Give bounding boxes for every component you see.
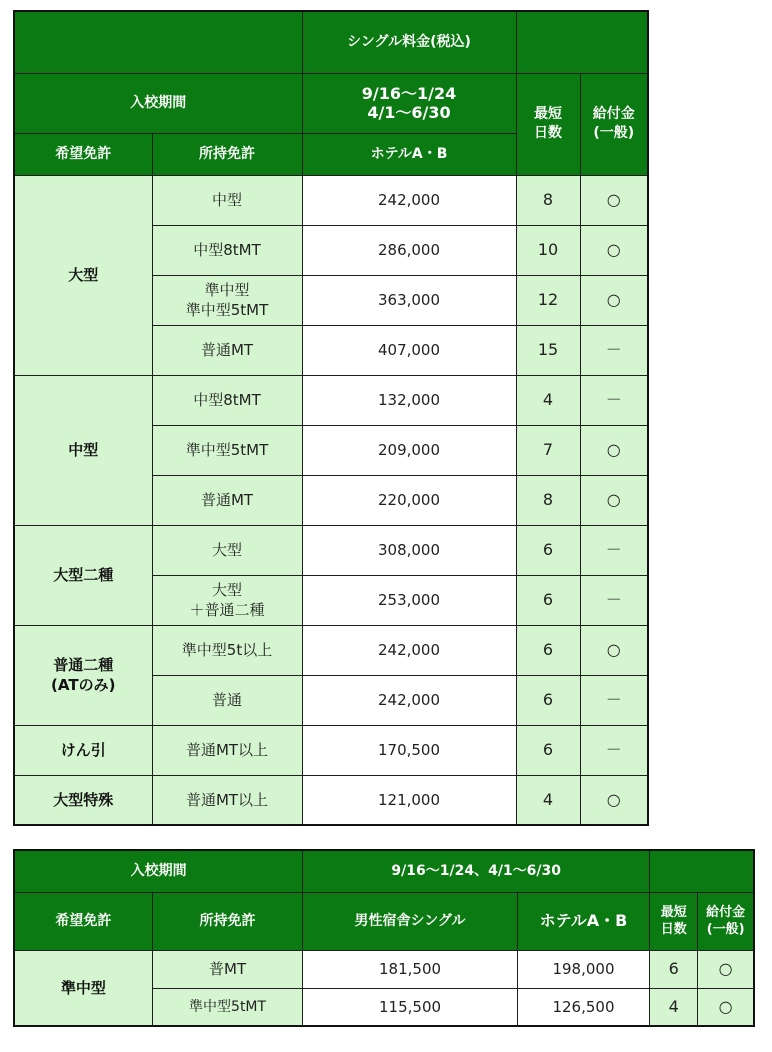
- price-cell: 253,000: [302, 575, 516, 625]
- price-table-main: [13, 10, 649, 826]
- subsidy-mark: －: [580, 725, 648, 775]
- t2-desired-license: 準中型: [14, 950, 152, 1026]
- t2-held-license: 準中型5tMT: [152, 988, 302, 1026]
- min-days: 6: [516, 625, 580, 675]
- header-subsidy: 給付金 (一般): [580, 73, 648, 175]
- t2-subsidy-mark: ○: [698, 988, 754, 1026]
- header-blank-right: [516, 11, 648, 73]
- subsidy-mark: ○: [580, 775, 648, 825]
- subsidy-mark: ○: [580, 625, 648, 675]
- held-license: 準中型5t以上: [152, 625, 302, 675]
- held-license: 準中型 準中型5tMT: [152, 275, 302, 325]
- held-license: 中型: [152, 175, 302, 225]
- table-row: [14, 525, 648, 575]
- desired-license: 中型: [14, 375, 152, 525]
- t2-min-days: 6: [650, 950, 698, 988]
- header-hotel: ホテルA・B: [302, 133, 516, 175]
- price-cell: 220,000: [302, 475, 516, 525]
- price-cell: 363,000: [302, 275, 516, 325]
- desired-license: 大型二種: [14, 525, 152, 625]
- price-table-semi-medium: [13, 849, 755, 1027]
- t2-held-license: 普MT: [152, 950, 302, 988]
- t2-header-min-days: 最短 日数: [650, 892, 698, 950]
- price-cell: 286,000: [302, 225, 516, 275]
- price-cell: 170,500: [302, 725, 516, 775]
- table-row: [14, 625, 648, 675]
- table-row: [14, 375, 648, 425]
- min-days: 10: [516, 225, 580, 275]
- min-days: 12: [516, 275, 580, 325]
- subsidy-mark: ○: [580, 425, 648, 475]
- held-license: 普通MT以上: [152, 725, 302, 775]
- subsidy-mark: －: [580, 375, 648, 425]
- min-days: 6: [516, 575, 580, 625]
- desired-license: けん引: [14, 725, 152, 775]
- price-cell: 121,000: [302, 775, 516, 825]
- t2-hotel-price: 126,500: [517, 988, 649, 1026]
- subsidy-mark: －: [580, 675, 648, 725]
- held-license: 普通MT以上: [152, 775, 302, 825]
- table-row: [14, 775, 648, 825]
- header-period-label: 入校期間: [14, 73, 302, 133]
- min-days: 7: [516, 425, 580, 475]
- t2-dorm-price: 115,500: [303, 988, 518, 1026]
- subsidy-mark: －: [580, 325, 648, 375]
- held-license: 中型8tMT: [152, 375, 302, 425]
- t2-header-subsidy: 給付金 (一般): [698, 892, 754, 950]
- min-days: 6: [516, 675, 580, 725]
- header-min-days: 最短 日数: [516, 73, 580, 175]
- t2-header-period-value: 9/16～1/24、4/1～6/30: [303, 850, 650, 892]
- subsidy-mark: ○: [580, 475, 648, 525]
- min-days: 6: [516, 725, 580, 775]
- t2-header-period-label: 入校期間: [14, 850, 303, 892]
- header-period-value: 9/16～1/24 4/1～6/30: [302, 73, 516, 133]
- price-cell: 209,000: [302, 425, 516, 475]
- header-blank: [14, 11, 302, 73]
- held-license: 普通MT: [152, 475, 302, 525]
- t2-header-blank: [650, 850, 754, 892]
- min-days: 15: [516, 325, 580, 375]
- held-license: 準中型5tMT: [152, 425, 302, 475]
- min-days: 4: [516, 375, 580, 425]
- t2-min-days: 4: [650, 988, 698, 1026]
- price-cell: 308,000: [302, 525, 516, 575]
- min-days: 8: [516, 175, 580, 225]
- subsidy-mark: －: [580, 525, 648, 575]
- min-days: 8: [516, 475, 580, 525]
- price-cell: 132,000: [302, 375, 516, 425]
- table-row: [14, 725, 648, 775]
- t2-header-desired-license: 希望免許: [14, 892, 152, 950]
- price-cell: 407,000: [302, 325, 516, 375]
- subsidy-mark: ○: [580, 225, 648, 275]
- header-price-group: シングル料金(税込): [302, 11, 516, 73]
- t2-header-held-license: 所持免許: [152, 892, 302, 950]
- price-table-body: [14, 175, 648, 825]
- t2-dorm-price: 181,500: [303, 950, 518, 988]
- min-days: 6: [516, 525, 580, 575]
- table-row: [14, 175, 648, 225]
- desired-license: 大型: [14, 175, 152, 375]
- t2-subsidy-mark: ○: [698, 950, 754, 988]
- subsidy-mark: ○: [580, 175, 648, 225]
- price-cell: 242,000: [302, 625, 516, 675]
- subsidy-mark: －: [580, 575, 648, 625]
- header-held-license: 所持免許: [152, 133, 302, 175]
- t2-row: [14, 950, 754, 988]
- t2-hotel-price: 198,000: [517, 950, 649, 988]
- price-cell: 242,000: [302, 175, 516, 225]
- t2-header-dorm: 男性宿舎シングル: [303, 892, 518, 950]
- min-days: 4: [516, 775, 580, 825]
- held-license: 普通: [152, 675, 302, 725]
- held-license: 大型: [152, 525, 302, 575]
- header-desired-license: 希望免許: [14, 133, 152, 175]
- desired-license: 大型特殊: [14, 775, 152, 825]
- held-license: 普通MT: [152, 325, 302, 375]
- desired-license: 普通二種 (ATのみ): [14, 625, 152, 725]
- t2-header-hotel: ホテルA・B: [517, 892, 649, 950]
- held-license: 中型8tMT: [152, 225, 302, 275]
- subsidy-mark: ○: [580, 275, 648, 325]
- price-cell: 242,000: [302, 675, 516, 725]
- held-license: 大型 ＋普通二種: [152, 575, 302, 625]
